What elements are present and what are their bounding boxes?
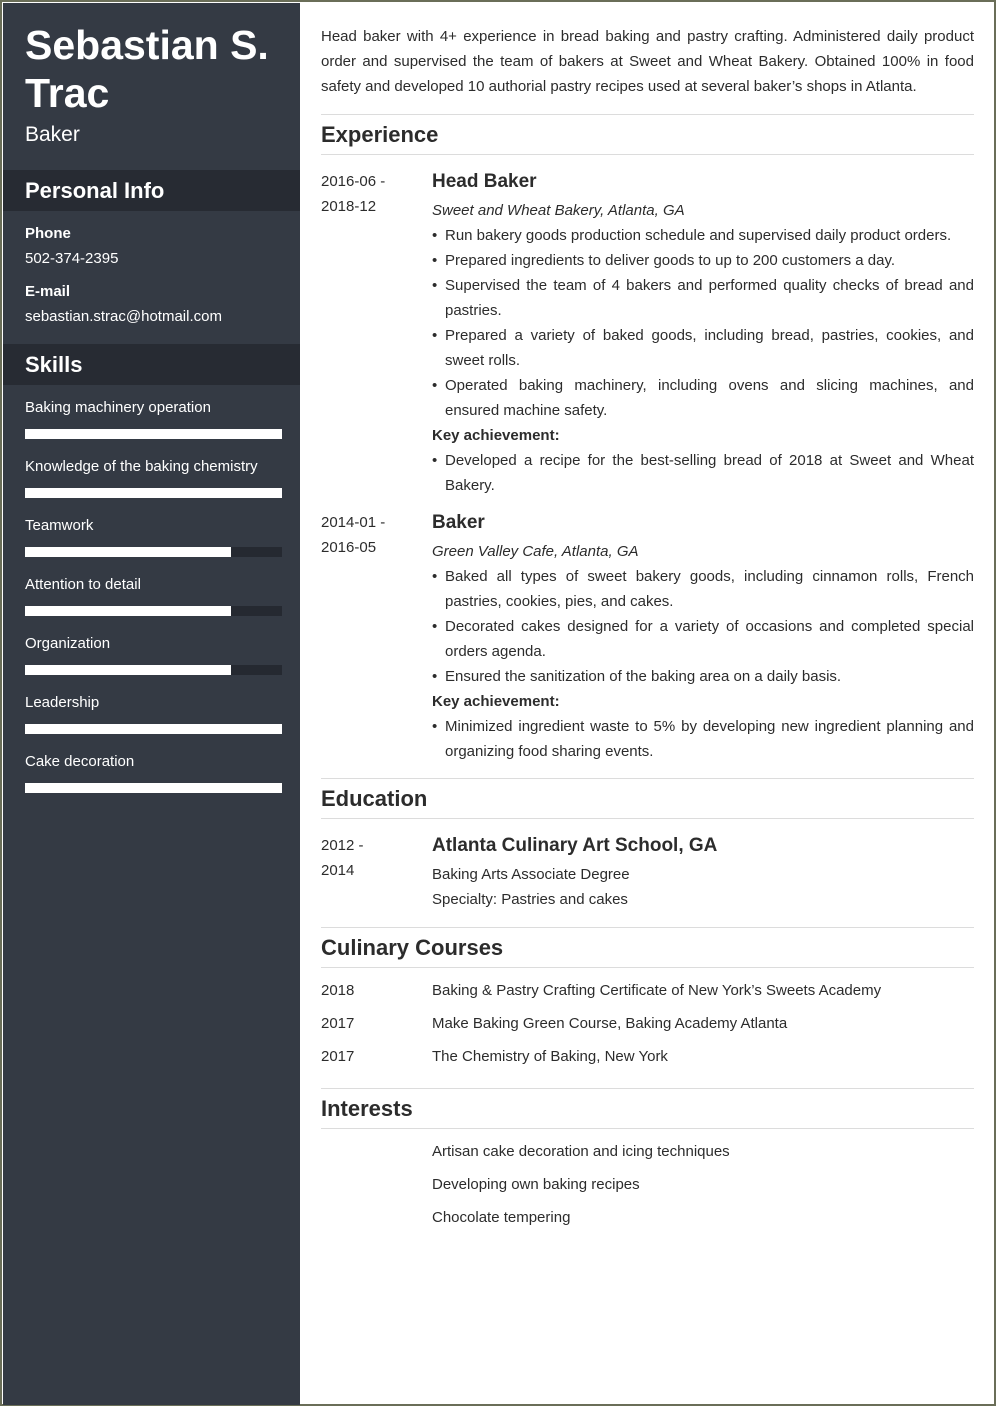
courses-list <box>321 974 974 1073</box>
job-dates <box>321 169 432 498</box>
interest-item: Developing own baking recipes <box>432 1176 640 1193</box>
phone-value: 502-374-2395 <box>25 250 119 267</box>
course-name: Make Baking Green Course, Baking Academy Atlanta <box>432 1015 788 1032</box>
skill-bar <box>25 547 282 557</box>
job-dates <box>321 510 432 764</box>
course-row <box>321 1007 974 1040</box>
skill-label: Knowledge of the baking chemistry <box>25 458 258 475</box>
list-item: • Baked all types of sweet bakery goods, including cinnamon rolls, French pastries, cookies, pies, and cakes. <box>432 564 974 614</box>
summary-text: Head baker with 4+ experience in bread baking and pastry crafting. Administered daily product order and supervised the team of bakers at Sweet and Wheat Bakery. Obtained 100% in food safety and developed 10 authorial pastry recipes used at several baker’s shops in Atlanta. <box>321 28 974 95</box>
skill-label: Cake decoration <box>25 753 135 770</box>
interest-row <box>321 1168 974 1201</box>
interest-row <box>321 1201 974 1234</box>
email-value: sebastian.strac@hotmail.com <box>25 308 222 325</box>
main-content <box>321 24 974 1234</box>
skills-list <box>25 396 282 809</box>
list-item: • Developed a recipe for the best-selling bread of 2018 at Sweet and Wheat Bakery. <box>432 448 974 498</box>
job-details <box>432 169 974 498</box>
job-date-to: 2016-05 <box>321 539 377 556</box>
skill-bar <box>25 606 282 616</box>
experience-entry <box>321 510 974 764</box>
skill-item <box>25 632 282 691</box>
course-year: 2017 <box>321 1015 355 1032</box>
skill-label: Teamwork <box>25 517 94 534</box>
specialty: Specialty: Pastries and cakes <box>432 891 628 908</box>
skill-item <box>25 455 282 514</box>
skill-bar <box>25 724 282 734</box>
candidate-name: Sebastian S. Trac <box>25 22 269 116</box>
list-item: • Supervised the team of 4 bakers and performed quality checks of bread and pastries. <box>432 273 974 323</box>
skill-item <box>25 750 282 809</box>
interest-row <box>321 1135 974 1168</box>
course-year: 2017 <box>321 1048 355 1065</box>
key-achievements <box>432 714 974 764</box>
candidate-title: Baker <box>25 123 80 146</box>
skill-item <box>25 514 282 573</box>
course-row <box>321 1040 974 1073</box>
job-duties <box>432 564 974 689</box>
course-row <box>321 974 974 1007</box>
list-item: • Decorated cakes designed for a variety of occasions and completed special orders agenda. <box>432 614 974 664</box>
degree: Baking Arts Associate Degree <box>432 866 630 883</box>
list-item: • Operated baking machinery, including ovens and slicing machines, and ensured machine safety. <box>432 373 974 423</box>
sidebar <box>3 3 300 1405</box>
skill-label: Leadership <box>25 694 100 711</box>
skill-bar <box>25 488 282 498</box>
skill-item <box>25 691 282 750</box>
list-item: • Prepared a variety of baked goods, including bread, pastries, cookies, and sweet rolls. <box>432 323 974 373</box>
skill-item <box>25 396 282 455</box>
skill-bar <box>25 783 282 793</box>
education-date-from: 2012 - <box>321 837 364 854</box>
skill-bar-fill <box>25 665 231 675</box>
skill-bar-fill <box>25 547 231 557</box>
education-dates <box>321 833 432 912</box>
skill-item <box>25 573 282 632</box>
experience-heading: Experience <box>321 114 974 155</box>
course-name: Baking & Pastry Crafting Certificate of New York’s Sweets Academy <box>432 982 882 999</box>
education-heading: Education <box>321 778 974 819</box>
list-item: • Run bakery goods production schedule and supervised daily product orders. <box>432 223 974 248</box>
interest-item: Artisan cake decoration and icing techniques <box>432 1143 730 1160</box>
skill-label: Organization <box>25 635 111 652</box>
skill-bar <box>25 665 282 675</box>
interests-heading: Interests <box>321 1088 974 1129</box>
job-company: Sweet and Wheat Bakery, Atlanta, GA <box>432 202 685 219</box>
interest-item: Chocolate tempering <box>432 1209 571 1226</box>
skill-bar <box>25 429 282 439</box>
key-achievement-label: Key achievement: <box>432 427 560 444</box>
education-entry <box>321 833 974 912</box>
list-item: • Prepared ingredients to deliver goods to up to 200 customers a day. <box>432 248 974 273</box>
skill-bar-fill <box>25 429 282 439</box>
job-details <box>432 510 974 764</box>
courses-heading: Culinary Courses <box>321 927 974 968</box>
job-company: Green Valley Cafe, Atlanta, GA <box>432 543 639 560</box>
school-name: Atlanta Culinary Art School, GA <box>432 835 718 856</box>
skill-label: Baking machinery operation <box>25 399 211 416</box>
email-label: E-mail <box>25 283 71 300</box>
skill-bar-fill <box>25 783 282 793</box>
interests-list <box>321 1135 974 1234</box>
skill-bar-fill <box>25 724 282 734</box>
list-item: • Ensured the sanitization of the baking area on a daily basis. <box>432 664 974 689</box>
skill-label: Attention to detail <box>25 576 141 593</box>
skills-heading: Skills <box>3 344 300 385</box>
job-title: Baker <box>432 512 485 533</box>
job-date-from: 2014-01 - <box>321 514 386 531</box>
course-year: 2018 <box>321 982 355 999</box>
job-date-to: 2018-12 <box>321 198 377 215</box>
job-duties <box>432 223 974 423</box>
list-item: • Minimized ingredient waste to 5% by developing new ingredient planning and organizing food sharing events. <box>432 714 974 764</box>
job-title: Head Baker <box>432 171 537 192</box>
skill-bar-fill <box>25 606 231 616</box>
personal-info-heading: Personal Info <box>3 170 300 211</box>
key-achievement-label: Key achievement: <box>432 693 560 710</box>
key-achievements <box>432 448 974 498</box>
course-name: The Chemistry of Baking, New York <box>432 1048 668 1065</box>
job-date-from: 2016-06 - <box>321 173 386 190</box>
education-date-to: 2014 <box>321 862 355 879</box>
skill-bar-fill <box>25 488 282 498</box>
education-details <box>432 833 974 912</box>
phone-label: Phone <box>25 225 71 242</box>
experience-entry <box>321 169 974 498</box>
